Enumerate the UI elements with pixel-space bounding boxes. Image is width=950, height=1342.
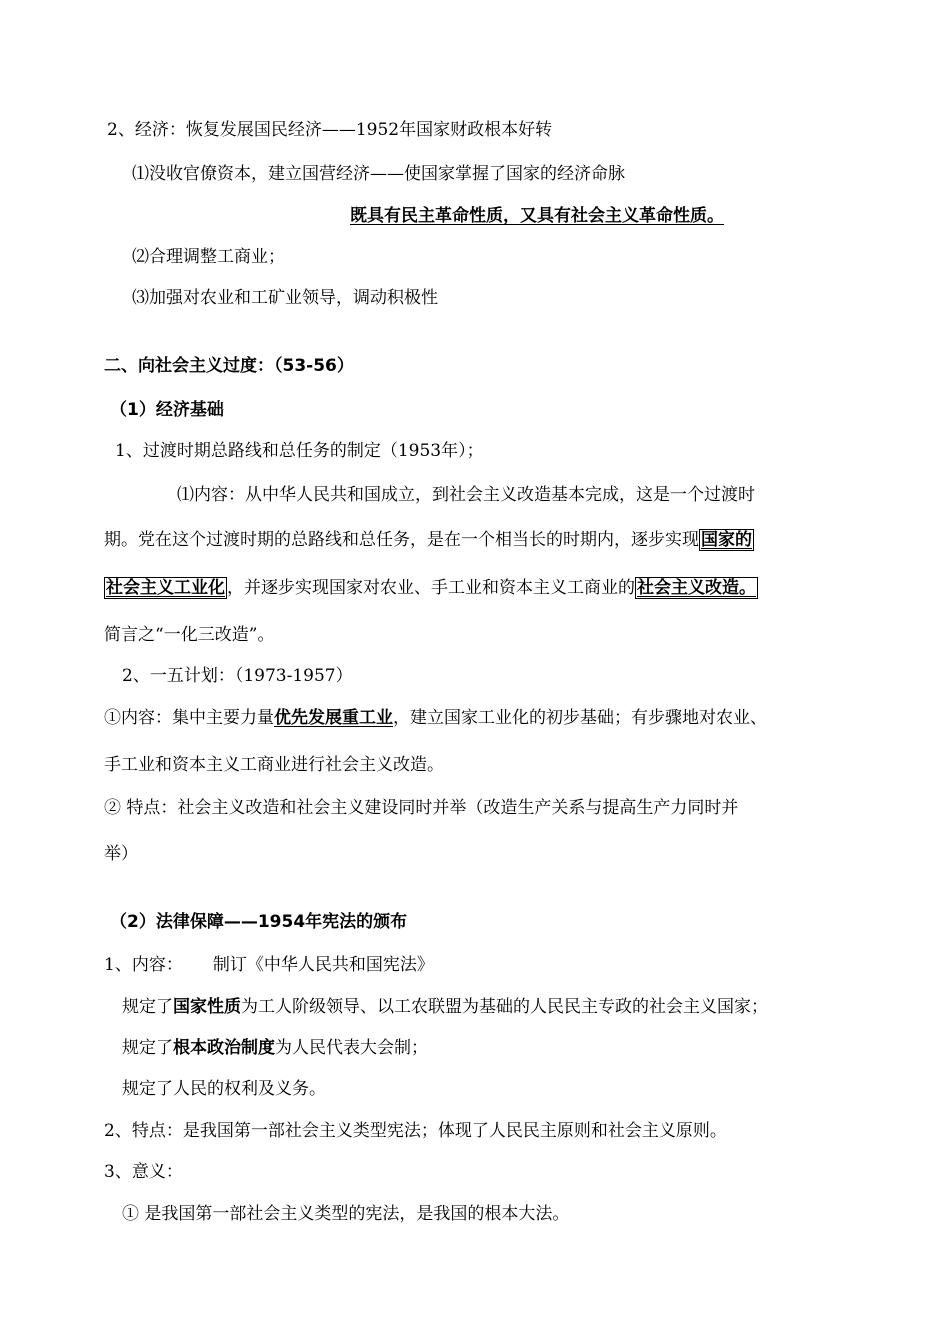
constitution-meaning-1: ① 是我国第一部社会主义类型的宪法，是我国的根本大法。 [122,1204,570,1224]
constitution-rule-1 [122,995,768,1019]
plan-content-emphasis: 优先发展重工业 [274,708,393,728]
rule-2-emphasis: 根本政治制度 [173,1038,275,1058]
plan-content-pre: ①内容：集中主要力量 [104,708,274,728]
rule-1-post: 为工人阶级领导、以工农联盟为基础的人民民主专政的社会主义国家； [241,997,768,1017]
rule-2-post: 为人民代表大会制； [275,1038,428,1058]
boxed-term-industrialization: 社会主义工业化 [106,578,225,598]
plan-content-post: ，建立国家工业化的初步基础；有步骤地对农业、 [393,708,767,728]
rule-1-pre: 规定了 [122,997,173,1017]
rule-2-pre: 规定了 [122,1038,173,1058]
five-year-plan-content-1 [104,706,767,730]
constitution-rule-2 [122,1036,428,1060]
rule-1-emphasis: 国家性质 [173,997,241,1017]
constitution-content-line [104,953,434,977]
general-line-content-3-text: ，并逐步实现国家对农业、手工业和资本主义工商业的 [227,578,635,598]
subheading-economic-basis: （1）经济基础 [110,400,224,420]
economy-item-2: ⑵合理调整工商业； [132,247,285,267]
economy-item-3: ⑶加强对农业和工矿业领导，调动积极性 [132,288,438,308]
five-year-plan-content-2: 手工业和资本主义工商业进行社会主义改造。 [104,755,444,775]
general-line-title: 1、过渡时期总路线和总任务的制定（1953年）； [115,441,484,461]
boxed-term-transformation: 社会主义改造。 [637,578,756,598]
section-heading-transition: 二、向社会主义过度：（53-56） [104,356,354,376]
general-line-content-1: ⑴内容：从中华人民共和国成立，到社会主义改造基本完成，这是一个过渡时 [177,485,755,505]
constitution-content-label: 1、内容： [104,955,183,975]
general-line-content-2-text: 期。党在这个过渡时期的总路线和总任务，是在一个相当长的时期内，逐步实现 [104,530,699,550]
general-line-content-2 [104,528,754,552]
economy-item-1-note: 既具有民主革命性质，又具有社会主义革命性质。 [350,206,724,226]
economy-title: 2、经济：恢复发展国民经济——1952年国家财政根本好转 [107,120,553,140]
five-year-plan-title: 2、一五计划：（1973-1957） [122,666,353,686]
constitution-content-text: 制订《中华人民共和国宪法》 [212,955,434,975]
subheading-legal-guarantee: （2）法律保障——1954年宪法的颁布 [110,912,408,932]
economy-item-1: ⑴没收官僚资本，建立国营经济——使国家掌握了国家的经济命脉 [132,164,625,184]
constitution-meaning-title: 3、意义： [104,1162,183,1182]
general-line-summary: 简言之“一化三改造”。 [104,625,275,645]
constitution-feature: 2、特点：是我国第一部社会主义类型宪法；体现了人民民主原则和社会主义原则。 [104,1121,727,1141]
constitution-rule-3: 规定了人民的权利及义务。 [122,1079,326,1099]
five-year-plan-feature-2: 举） [104,844,138,864]
boxed-term-state: 国家的 [701,530,752,550]
five-year-plan-feature-1: ② 特点：社会主义改造和社会主义建设同时并举（改造生产关系与提高生产力同时并 [104,798,739,818]
general-line-content-3 [104,576,758,600]
